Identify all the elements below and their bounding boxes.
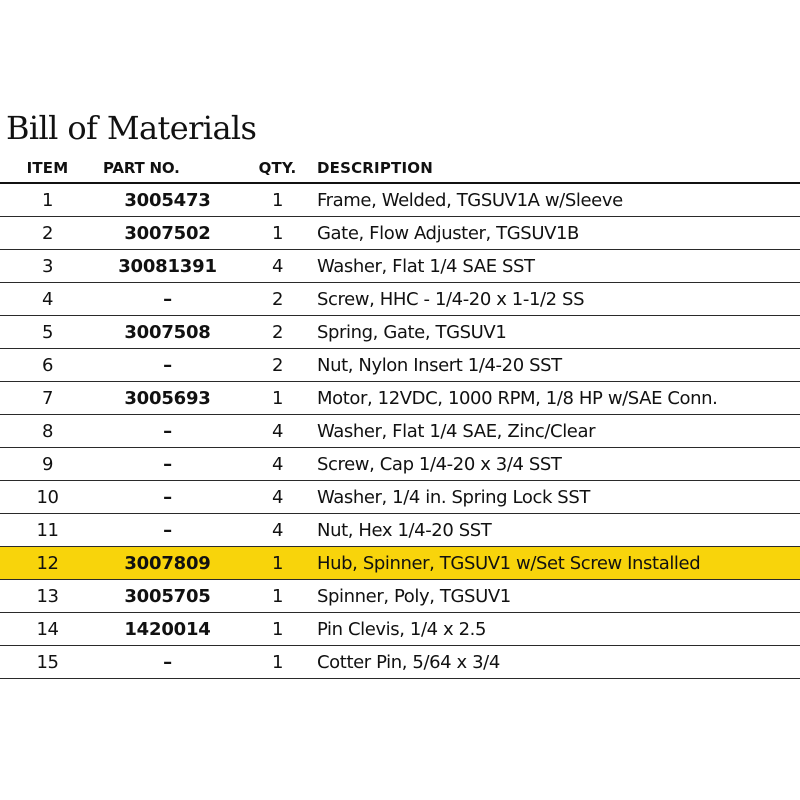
cell-description: Frame, Welded, TGSUV1A w/Sleeve: [305, 183, 800, 217]
column-header-part-no: PART NO.: [95, 154, 250, 183]
cell-qty: 4: [250, 448, 305, 481]
table-row: [0, 448, 800, 481]
table-row: [0, 481, 800, 514]
cell-part-no: 3007508: [95, 316, 250, 349]
cell-item: 12: [0, 547, 95, 580]
cell-description: Hub, Spinner, TGSUV1 w/Set Screw Installed: [305, 547, 800, 580]
table-row: [0, 580, 800, 613]
cell-part-no: 3005705: [95, 580, 250, 613]
cell-part-no: 1420014: [95, 613, 250, 646]
cell-item: 14: [0, 613, 95, 646]
table-row: [0, 415, 800, 448]
bill-of-materials-table: [0, 154, 800, 679]
cell-item: 9: [0, 448, 95, 481]
column-header-item: ITEM: [0, 154, 95, 183]
column-header-qty: QTY.: [250, 154, 305, 183]
table-row-highlighted: [0, 547, 800, 580]
cell-description: Motor, 12VDC, 1000 RPM, 1/8 HP w/SAE Conn.: [305, 382, 800, 415]
table-row: [0, 250, 800, 283]
cell-description: Gate, Flow Adjuster, TGSUV1B: [305, 217, 800, 250]
cell-part-no: 30081391: [95, 250, 250, 283]
table-row: [0, 646, 800, 679]
cell-item: 1: [0, 183, 95, 217]
table-row: [0, 183, 800, 217]
table-header-row: [0, 154, 800, 183]
cell-qty: 4: [250, 415, 305, 448]
cell-item: 13: [0, 580, 95, 613]
cell-part-no: 3007502: [95, 217, 250, 250]
cell-part-no: –: [95, 646, 250, 679]
table-row: [0, 217, 800, 250]
cell-description: Washer, 1/4 in. Spring Lock SST: [305, 481, 800, 514]
table-row: [0, 613, 800, 646]
cell-qty: 4: [250, 481, 305, 514]
cell-part-no: –: [95, 481, 250, 514]
cell-qty: 1: [250, 217, 305, 250]
cell-part-no: 3005693: [95, 382, 250, 415]
cell-qty: 4: [250, 250, 305, 283]
cell-description: Spring, Gate, TGSUV1: [305, 316, 800, 349]
cell-part-no: 3007809: [95, 547, 250, 580]
cell-qty: 1: [250, 547, 305, 580]
cell-item: 5: [0, 316, 95, 349]
cell-description: Spinner, Poly, TGSUV1: [305, 580, 800, 613]
cell-description: Washer, Flat 1/4 SAE SST: [305, 250, 800, 283]
cell-qty: 2: [250, 283, 305, 316]
cell-item: 10: [0, 481, 95, 514]
table-row: [0, 283, 800, 316]
cell-item: 11: [0, 514, 95, 547]
cell-qty: 4: [250, 514, 305, 547]
cell-qty: 2: [250, 316, 305, 349]
cell-description: Nut, Hex 1/4-20 SST: [305, 514, 800, 547]
table-row: [0, 382, 800, 415]
cell-part-no: –: [95, 349, 250, 382]
table-row: [0, 349, 800, 382]
cell-qty: 1: [250, 580, 305, 613]
cell-part-no: –: [95, 415, 250, 448]
cell-qty: 1: [250, 646, 305, 679]
cell-item: 3: [0, 250, 95, 283]
cell-part-no: –: [95, 514, 250, 547]
cell-description: Nut, Nylon Insert 1/4-20 SST: [305, 349, 800, 382]
cell-qty: 1: [250, 382, 305, 415]
cell-description: Cotter Pin, 5/64 x 3/4: [305, 646, 800, 679]
table-body: [0, 183, 800, 679]
cell-item: 7: [0, 382, 95, 415]
column-header-description: DESCRIPTION: [305, 154, 800, 183]
cell-description: Screw, Cap 1/4-20 x 3/4 SST: [305, 448, 800, 481]
cell-description: Pin Clevis, 1/4 x 2.5: [305, 613, 800, 646]
table-row: [0, 514, 800, 547]
cell-item: 6: [0, 349, 95, 382]
cell-part-no: –: [95, 448, 250, 481]
cell-item: 2: [0, 217, 95, 250]
cell-description: Washer, Flat 1/4 SAE, Zinc/Clear: [305, 415, 800, 448]
cell-qty: 2: [250, 349, 305, 382]
cell-part-no: –: [95, 283, 250, 316]
cell-description: Screw, HHC - 1/4-20 x 1-1/2 SS: [305, 283, 800, 316]
cell-item: 15: [0, 646, 95, 679]
cell-item: 4: [0, 283, 95, 316]
page-title: Bill of Materials: [6, 109, 257, 147]
table-row: [0, 316, 800, 349]
cell-item: 8: [0, 415, 95, 448]
cell-part-no: 3005473: [95, 183, 250, 217]
cell-qty: 1: [250, 613, 305, 646]
cell-qty: 1: [250, 183, 305, 217]
